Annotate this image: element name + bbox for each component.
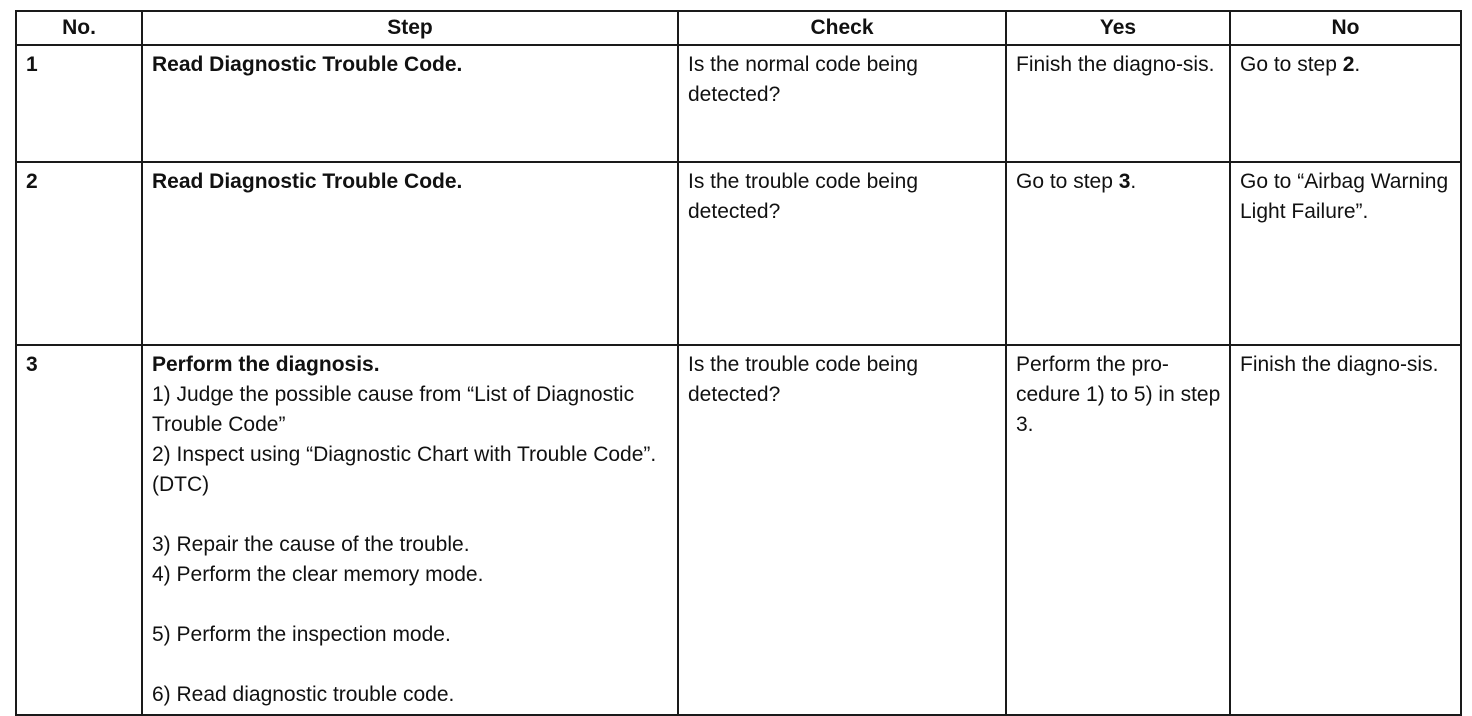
row-number: 3 (16, 345, 142, 715)
header-no-result: No (1230, 11, 1461, 45)
header-step: Step (142, 11, 678, 45)
no-cell: Finish the diagno-sis. (1230, 345, 1461, 715)
no-cell: Go to “Airbag Warning Light Failure”. (1230, 162, 1461, 345)
spacer (152, 650, 669, 680)
diagnostic-procedure-table (15, 10, 1462, 716)
yes-cell: Finish the diagno-sis. (1006, 45, 1230, 162)
yes-cell (1006, 162, 1230, 345)
header-yes: Yes (1006, 11, 1230, 45)
check-cell: Is the normal code being detected? (678, 45, 1006, 162)
step-cell (142, 45, 678, 162)
check-cell: Is the trouble code being detected? (678, 162, 1006, 345)
header-check: Check (678, 11, 1006, 45)
step-title: Perform the diagnosis. (152, 353, 380, 376)
row-number: 2 (16, 162, 142, 345)
yes-text: Go to step (1016, 170, 1119, 193)
table-row (16, 345, 1461, 715)
yes-cell: Perform the pro-cedure 1) to 5) in step 3. (1006, 345, 1230, 715)
row-number: 1 (16, 45, 142, 162)
step-item: 1) Judge the possible cause from “List of Diagnostic Trouble Code” (152, 383, 635, 436)
step-reference: 2 (1342, 53, 1355, 76)
header-no: No. (16, 11, 142, 45)
no-text: Go to step (1240, 53, 1343, 76)
diagnostic-table-frame (15, 10, 1460, 706)
table-row (16, 162, 1461, 345)
step-cell (142, 345, 678, 715)
check-cell: Is the trouble code being detected? (678, 345, 1006, 715)
step-item: 3) Repair the cause of the trouble. (152, 533, 470, 556)
no-cell (1230, 45, 1461, 162)
table-row (16, 45, 1461, 162)
table-header-row (16, 11, 1461, 45)
step-item: 5) Perform the inspection mode. (152, 623, 451, 646)
step-item: 2) Inspect using “Diagnostic Chart with Trouble Code”. (DTC) (152, 443, 657, 496)
step-item: 6) Read diagnostic trouble code. (152, 683, 455, 706)
yes-text-end: . (1130, 170, 1137, 193)
spacer (152, 500, 669, 530)
step-title: Read Diagnostic Trouble Code. (152, 170, 463, 193)
no-text-end: . (1354, 53, 1361, 76)
step-cell (142, 162, 678, 345)
step-item: 4) Perform the clear memory mode. (152, 563, 484, 586)
spacer (152, 590, 669, 620)
step-reference: 3 (1118, 170, 1131, 193)
step-title: Read Diagnostic Trouble Code. (152, 53, 463, 76)
